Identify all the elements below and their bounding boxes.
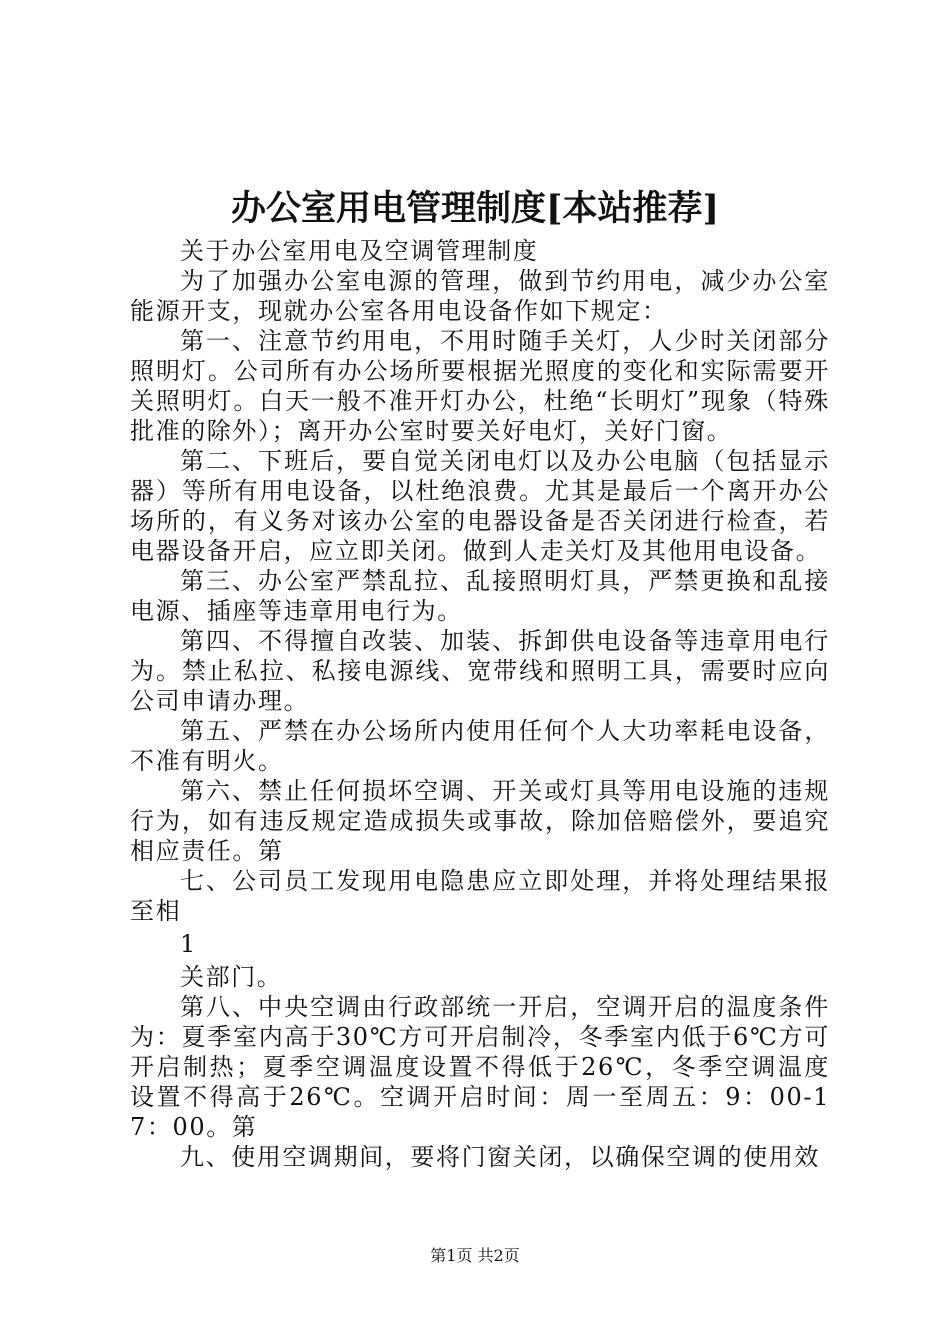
- paragraph-rule-8: 第八、中央空调由行政部统一开启，空调开启的温度条件为：夏季室内高于30℃方可开启制冷，冬季室内低于6℃方可开启制热；夏季空调温度设置不得低于26℃，冬季空调温度设置不得高于26℃。空调开启时间：周一至周五：9：00-17：00。第: [130, 993, 830, 1141]
- paragraph-rule-3: 第三、办公室严禁乱拉、乱接照明灯具，严禁更换和乱接电源、插座等违章用电行为。: [130, 567, 830, 625]
- paragraph-rule-7: 七、公司员工发现用电隐患应立即处理，并将处理结果报至相: [130, 867, 830, 925]
- page-footer: 第1页 共2页: [430, 1246, 520, 1265]
- document-subtitle: 关于办公室用电及空调管理制度: [180, 237, 539, 265]
- paragraph-rule-1: 第一、注意节约用电，不用时随手关灯，人少时关闭部分照明灯。公司所有办公场所要根据光照度的变化和实际需要开关照明灯。白天一般不准开灯办公，杜绝“长明灯”现象（特殊批准的除外）；离开办公室时要关好电灯，关好门窗。: [130, 327, 830, 445]
- document-title: 办公室用电管理制度[本站推荐]: [230, 188, 720, 229]
- paragraph-rule-6: 第六、禁止任何损坏空调、开关或灯具等用电设施的违规行为，如有违反规定造成损失或事故，除加倍赔偿外，要追究相应责任。第: [130, 777, 830, 865]
- paragraph-rule-4: 第四、不得擅自改装、加装、拆卸供电设备等违章用电行为。禁止私拉、私接电源线、宽带线和照明工具，需要时应向公司申请办理。: [130, 627, 830, 715]
- paragraph-rule-9: 九、使用空调期间，要将门窗关闭，以确保空调的使用效: [180, 1143, 820, 1171]
- paragraph-rule-7-end: 关部门。: [180, 963, 283, 991]
- paragraph-rule-5: 第五、严禁在办公场所内使用任何个人大功率耗电设备，不准有明火。: [130, 717, 830, 775]
- paragraph-rule-2: 第二、下班后，要自觉关闭电灯以及办公电脑（包括显示器）等所有用电设备，以杜绝浪费。尤其是最后一个离开办公场所的，有义务对该办公室的电器设备是否关闭进行检查，若电器设备开启，应立即关闭。做到人走关灯及其他用电设备。: [130, 447, 830, 565]
- inline-page-number: 1: [180, 930, 196, 958]
- document-body: [130, 236, 830, 1172]
- paragraph-intro: 为了加强办公室电源的管理，做到节约用电，减少办公室能源开支，现就办公室各用电设备作如下规定：: [130, 267, 830, 325]
